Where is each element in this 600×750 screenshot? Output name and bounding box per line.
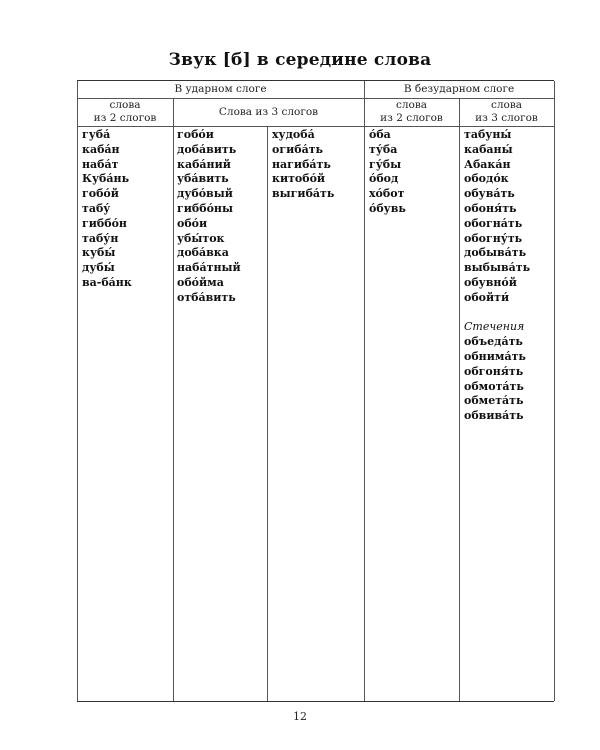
word: гобо́и xyxy=(177,128,214,141)
word: обмота́ть xyxy=(464,379,524,393)
column-stressed-three-a xyxy=(177,128,241,306)
word: гу́бы xyxy=(369,157,402,171)
word: обувно́й xyxy=(464,275,517,289)
word: хо́бот xyxy=(369,187,405,201)
word: Куба́нь xyxy=(82,172,130,186)
word: огиба́ть xyxy=(272,142,323,156)
word: убы́ток xyxy=(177,231,225,245)
table-border-right xyxy=(554,81,555,701)
word: обойти́ xyxy=(464,290,510,304)
word: Абака́н xyxy=(464,157,511,171)
word: обмета́ть xyxy=(464,394,524,408)
word: доба́вить xyxy=(177,142,237,156)
word: объеда́ть xyxy=(464,335,523,349)
word: китобо́й xyxy=(272,172,326,186)
word: обвива́ть xyxy=(464,409,524,423)
divider-col4 xyxy=(459,98,460,701)
header-unstressed: В безударном слоге xyxy=(403,83,515,95)
page-title: Звук [б] в середине слова xyxy=(168,50,432,70)
word: выбыва́ть xyxy=(464,261,531,275)
word: обува́ть xyxy=(464,187,515,201)
word: выгиба́ть xyxy=(272,187,335,201)
word: кабаны́ xyxy=(464,142,513,156)
word: гиббо́н xyxy=(82,216,127,230)
header-two-syllables: слова из 2 слогов xyxy=(93,99,157,124)
divider-col2 xyxy=(267,126,268,701)
word: дубо́вый xyxy=(177,187,233,201)
word: обо́йма xyxy=(177,275,224,289)
word: ободо́к xyxy=(464,172,509,186)
word: дубы́ xyxy=(82,261,115,275)
word: о́бод xyxy=(369,172,399,186)
word: добыва́ть xyxy=(464,246,527,260)
header-three-syllables-unstressed: слова из 3 слогов xyxy=(475,99,538,124)
word: обогна́ть xyxy=(464,216,523,230)
header-three-syllables: Слова из 3 слогов xyxy=(218,106,319,118)
word: о́ба xyxy=(369,128,391,141)
word: губа́ xyxy=(82,128,111,141)
word: обнима́ть xyxy=(464,349,526,363)
header-two-syllables-unstressed: слова из 2 слогов xyxy=(380,99,443,124)
word: ва-ба́нк xyxy=(82,275,132,289)
spacer xyxy=(464,306,530,321)
word: каба́ний xyxy=(177,157,231,171)
word: обоня́ть xyxy=(464,201,517,215)
word: обогну́ть xyxy=(464,231,523,245)
word: ту́ба xyxy=(369,142,398,156)
page-number: 12 xyxy=(293,710,307,723)
column-stressed-three-b xyxy=(272,128,334,202)
word: табу́н xyxy=(82,231,119,245)
column-stressed-two xyxy=(82,128,132,291)
header-line-2 xyxy=(77,126,554,127)
clusters-subheading: Стечения xyxy=(464,320,525,334)
word: обгоня́ть xyxy=(464,364,524,378)
word: кубы́ xyxy=(82,246,116,260)
word: худоба́ xyxy=(272,128,315,141)
word: нагиба́ть xyxy=(272,157,331,171)
word: табу́ xyxy=(82,201,111,215)
word: уба́вить xyxy=(177,172,229,186)
divider-col1 xyxy=(173,98,174,701)
word: гиббо́ны xyxy=(177,201,233,215)
word-table xyxy=(77,80,554,702)
word: гобо́й xyxy=(82,187,119,201)
divider-stress xyxy=(364,81,365,701)
word: наба́тный xyxy=(177,261,241,275)
word: обо́и xyxy=(177,216,208,230)
word: наба́т xyxy=(82,157,119,171)
word: табуны́ xyxy=(464,128,512,141)
column-unstressed-three xyxy=(464,128,530,424)
word: о́бувь xyxy=(369,201,406,215)
word: каба́н xyxy=(82,142,120,156)
word: отба́вить xyxy=(177,290,236,304)
word: доба́вка xyxy=(177,246,229,260)
header-stressed: В ударном слоге xyxy=(174,83,267,95)
column-unstressed-two xyxy=(369,128,406,217)
table-border-left xyxy=(77,81,78,701)
